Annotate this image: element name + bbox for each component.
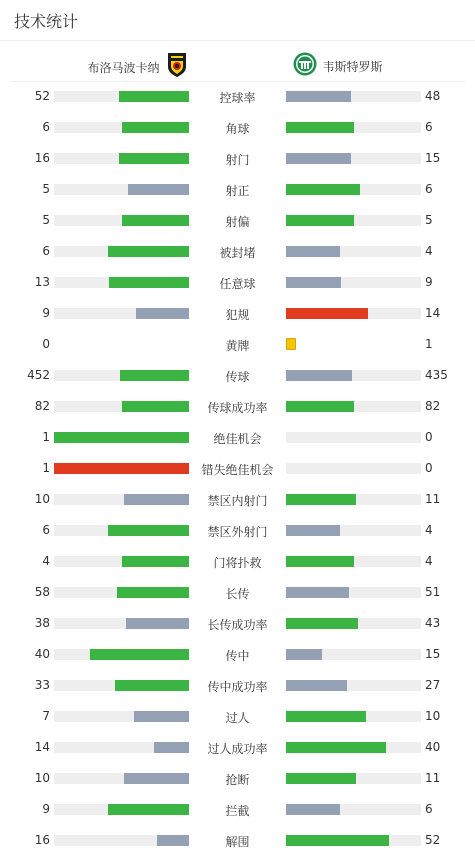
- away-stat-bar-fill: [286, 370, 352, 381]
- stat-label: 射偏: [225, 215, 250, 229]
- away-team[interactable]: [293, 52, 383, 80]
- stat-row: [0, 174, 475, 205]
- away-stat-bar-fill: [286, 742, 386, 753]
- stat-row: [0, 701, 475, 732]
- away-stat-value: 27: [425, 678, 441, 692]
- home-stat-bar-fill: [108, 525, 189, 536]
- home-stat-value: 40: [34, 647, 50, 661]
- away-stat-bar-fill: [286, 711, 366, 722]
- home-stat-value: 52: [34, 89, 50, 103]
- away-stat-value: 14: [425, 306, 441, 320]
- away-stat-bar: [286, 525, 421, 536]
- home-stat-bar-fill: [119, 91, 189, 102]
- home-stat-value: 33: [34, 678, 50, 692]
- away-stat-bar: [286, 680, 421, 691]
- stat-row: [0, 422, 475, 453]
- home-stat-bar: [54, 494, 189, 505]
- home-stat-value: 10: [34, 492, 50, 506]
- away-stat-value: 4: [425, 554, 433, 568]
- home-stat-bar: [54, 153, 189, 164]
- away-stat-value: 11: [425, 492, 441, 506]
- away-stat-bar: [286, 308, 421, 319]
- stat-row: [0, 236, 475, 267]
- away-stat-bar-fill: [286, 773, 356, 784]
- home-stat-value: 452: [27, 368, 50, 382]
- home-stat-bar-fill: [134, 711, 189, 722]
- home-stat-bar-fill: [154, 742, 189, 753]
- home-stat-bar: [54, 370, 189, 381]
- stat-row: [0, 670, 475, 701]
- stat-label: 射门: [225, 153, 250, 167]
- home-stat-bar-fill: [117, 587, 189, 598]
- stat-label: 禁区内射门: [207, 494, 268, 508]
- away-stat-bar: [286, 184, 421, 195]
- away-stat-value: 48: [425, 89, 441, 103]
- away-stat-bar-fill: [286, 184, 360, 195]
- home-stat-value: 38: [34, 616, 50, 630]
- home-stat-bar-fill: [122, 122, 190, 133]
- home-stat-bar: [54, 835, 189, 846]
- home-stat-bar: [54, 680, 189, 691]
- stat-row: [0, 453, 475, 484]
- home-stat-bar: [54, 277, 189, 288]
- away-stat-bar-fill: [286, 277, 341, 288]
- home-stat-value: 4: [42, 554, 50, 568]
- away-stat-bar: [286, 618, 421, 629]
- away-stat-bar: [286, 804, 421, 815]
- home-stat-bar: [54, 804, 189, 815]
- stat-label: 长传: [225, 587, 250, 601]
- home-stat-bar: [54, 308, 189, 319]
- away-stat-bar: [286, 587, 421, 598]
- away-stat-value: 52: [425, 833, 441, 847]
- stat-label: 犯规: [225, 308, 250, 322]
- stat-row: [0, 577, 475, 608]
- away-stat-bar-fill: [286, 556, 354, 567]
- away-stat-value: 6: [425, 120, 433, 134]
- page-title: 技术统计: [14, 12, 79, 31]
- home-stat-bar-fill: [109, 277, 189, 288]
- stat-row: [0, 794, 475, 825]
- away-stat-bar: [286, 711, 421, 722]
- home-stat-bar-fill: [124, 773, 189, 784]
- home-stat-bar-fill: [124, 494, 189, 505]
- home-team-name: 布洛马波卡纳: [87, 60, 160, 75]
- home-stat-bar: [54, 215, 189, 226]
- away-stat-value: 43: [425, 616, 441, 630]
- away-stat-value: 51: [425, 585, 441, 599]
- stat-label: 长传成功率: [207, 618, 268, 632]
- away-stat-bar: [286, 494, 421, 505]
- stat-row: [0, 298, 475, 329]
- teams-header: [10, 41, 465, 81]
- home-stat-bar: [54, 246, 189, 257]
- stat-label: 黄牌: [225, 339, 250, 353]
- yellow-card-icon: [286, 338, 296, 350]
- stat-label: 门将扑救: [213, 556, 262, 570]
- home-stat-bar: [54, 91, 189, 102]
- stat-label: 控球率: [219, 91, 256, 105]
- stat-label: 过人成功率: [207, 742, 268, 756]
- home-stat-bar-fill: [90, 649, 189, 660]
- home-stat-bar: [54, 463, 189, 474]
- home-stat-bar-fill: [54, 432, 189, 443]
- stat-label: 过人: [225, 711, 250, 725]
- stat-row: [0, 546, 475, 577]
- away-stat-bar-fill: [286, 804, 340, 815]
- away-stat-bar: [286, 649, 421, 660]
- stats-list: [0, 81, 475, 856]
- away-stat-bar-fill: [286, 618, 358, 629]
- away-stat-bar-fill: [286, 680, 347, 691]
- home-stat-bar-fill: [136, 308, 189, 319]
- stat-label: 解围: [225, 835, 250, 849]
- home-stat-bar: [54, 432, 189, 443]
- stat-row: [0, 732, 475, 763]
- stat-label: 被封堵: [219, 246, 256, 260]
- home-stat-bar-fill: [122, 401, 190, 412]
- away-stat-bar: [286, 277, 421, 288]
- away-stat-bar-fill: [286, 153, 351, 164]
- away-stat-bar-fill: [286, 494, 356, 505]
- stat-label: 错失绝佳机会: [201, 463, 274, 477]
- stat-label: 传中成功率: [207, 680, 268, 694]
- stat-row: [0, 267, 475, 298]
- stat-label: 传球: [225, 370, 250, 384]
- away-stat-bar-fill: [286, 587, 349, 598]
- home-stat-value: 13: [34, 275, 50, 289]
- away-stat-bar-fill: [286, 215, 354, 226]
- home-stat-bar: [54, 711, 189, 722]
- away-stat-bar-fill: [286, 122, 354, 133]
- home-stat-value: 9: [42, 802, 50, 816]
- home-stat-value: 6: [42, 244, 50, 258]
- away-stat-bar: [286, 122, 421, 133]
- home-stat-bar-fill: [54, 463, 189, 474]
- away-stat-bar: [286, 401, 421, 412]
- away-stat-bar-fill: [286, 525, 340, 536]
- home-stat-bar-fill: [122, 556, 190, 567]
- away-stat-bar-fill: [286, 401, 354, 412]
- stat-label: 传球成功率: [207, 401, 268, 415]
- away-team-name: 韦斯特罗斯: [322, 59, 383, 74]
- away-stat-value: 4: [425, 523, 433, 537]
- home-stat-value: 16: [34, 833, 50, 847]
- away-stat-bar: [286, 773, 421, 784]
- home-stat-value: 5: [42, 213, 50, 227]
- home-stat-bar: [54, 122, 189, 133]
- home-stat-bar-fill: [108, 246, 189, 257]
- home-stat-bar: [54, 587, 189, 598]
- home-stat-bar-fill: [120, 370, 189, 381]
- stat-row: [0, 825, 475, 856]
- stat-row: [0, 484, 475, 515]
- stat-label: 射正: [225, 184, 250, 198]
- home-stat-value: 9: [42, 306, 50, 320]
- home-stat-bar: [54, 742, 189, 753]
- home-stat-bar-fill: [122, 215, 190, 226]
- stat-row: [0, 391, 475, 422]
- home-stat-value: 58: [34, 585, 50, 599]
- stat-label: 角球: [225, 122, 250, 136]
- away-stat-value: 15: [425, 151, 441, 165]
- stat-row: [0, 143, 475, 174]
- away-stat-bar-fill: [286, 246, 340, 257]
- away-stat-value: 0: [425, 430, 433, 444]
- stat-label: 禁区外射门: [207, 525, 268, 539]
- stat-label: 任意球: [219, 277, 256, 291]
- away-stat-value: 40: [425, 740, 441, 754]
- away-stat-bar: [286, 556, 421, 567]
- away-stat-value: 15: [425, 647, 441, 661]
- home-stat-value: 6: [42, 120, 50, 134]
- away-stat-bar: [286, 742, 421, 753]
- home-stat-bar-fill: [128, 184, 189, 195]
- stat-row: [0, 205, 475, 236]
- away-stat-value: 1: [425, 337, 433, 351]
- home-stat-bar: [54, 525, 189, 536]
- away-stat-bar: [286, 246, 421, 257]
- home-stat-bar: [54, 184, 189, 195]
- stat-label: 绝佳机会: [213, 432, 262, 446]
- home-stat-value: 1: [42, 430, 50, 444]
- away-stat-value: 6: [425, 802, 433, 816]
- stat-row: [0, 639, 475, 670]
- home-stat-value: 10: [34, 771, 50, 785]
- away-stat-value: 435: [425, 368, 448, 382]
- away-stat-bar-fill: [286, 308, 368, 319]
- stat-label: 抢断: [225, 773, 250, 787]
- away-stat-bar: [286, 370, 421, 381]
- away-stat-bar-fill: [286, 835, 389, 846]
- home-stat-bar: [54, 618, 189, 629]
- away-stat-bar-fill: [286, 91, 351, 102]
- away-stat-value: 0: [425, 461, 433, 475]
- home-stat-value: 5: [42, 182, 50, 196]
- away-stat-value: 5: [425, 213, 433, 227]
- away-stat-value: 4: [425, 244, 433, 258]
- away-stat-value: 11: [425, 771, 441, 785]
- home-stat-value: 6: [42, 523, 50, 537]
- stat-row: [0, 329, 475, 360]
- home-stat-bar-fill: [126, 618, 189, 629]
- home-stat-bar-fill: [108, 804, 189, 815]
- home-stat-bar-fill: [115, 680, 189, 691]
- home-stat-value: 14: [34, 740, 50, 754]
- away-stat-value: 82: [425, 399, 441, 413]
- home-stat-value: 82: [34, 399, 50, 413]
- stat-row: [0, 112, 475, 143]
- away-stat-bar: [286, 215, 421, 226]
- home-stat-value: 1: [42, 461, 50, 475]
- away-stat-value: 9: [425, 275, 433, 289]
- home-stat-value: 16: [34, 151, 50, 165]
- away-stat-bar: [286, 432, 421, 443]
- away-stat-value: 6: [425, 182, 433, 196]
- away-stat-bar: [286, 463, 421, 474]
- home-stat-bar-fill: [119, 153, 189, 164]
- away-stat-bar-fill: [286, 649, 322, 660]
- away-stat-bar: [286, 153, 421, 164]
- home-stat-bar: [54, 649, 189, 660]
- home-stat-value: 7: [42, 709, 50, 723]
- home-stat-bar-fill: [157, 835, 189, 846]
- away-stat-value: 10: [425, 709, 441, 723]
- stat-row: [0, 360, 475, 391]
- home-team-crest-icon: [166, 52, 188, 82]
- away-team-crest-icon: [293, 52, 317, 80]
- away-stat-bar: [286, 835, 421, 846]
- home-stat-value: 0: [42, 337, 50, 351]
- stat-row: [0, 608, 475, 639]
- stat-label: 传中: [225, 649, 250, 663]
- stat-row: [0, 515, 475, 546]
- home-stat-bar: [54, 773, 189, 784]
- home-team[interactable]: [87, 52, 187, 82]
- stat-row: [0, 763, 475, 794]
- home-stat-bar: [54, 401, 189, 412]
- stat-row: [0, 81, 475, 112]
- stat-label: 拦截: [225, 804, 250, 818]
- home-stat-bar: [54, 556, 189, 567]
- away-stat-bar: [286, 91, 421, 102]
